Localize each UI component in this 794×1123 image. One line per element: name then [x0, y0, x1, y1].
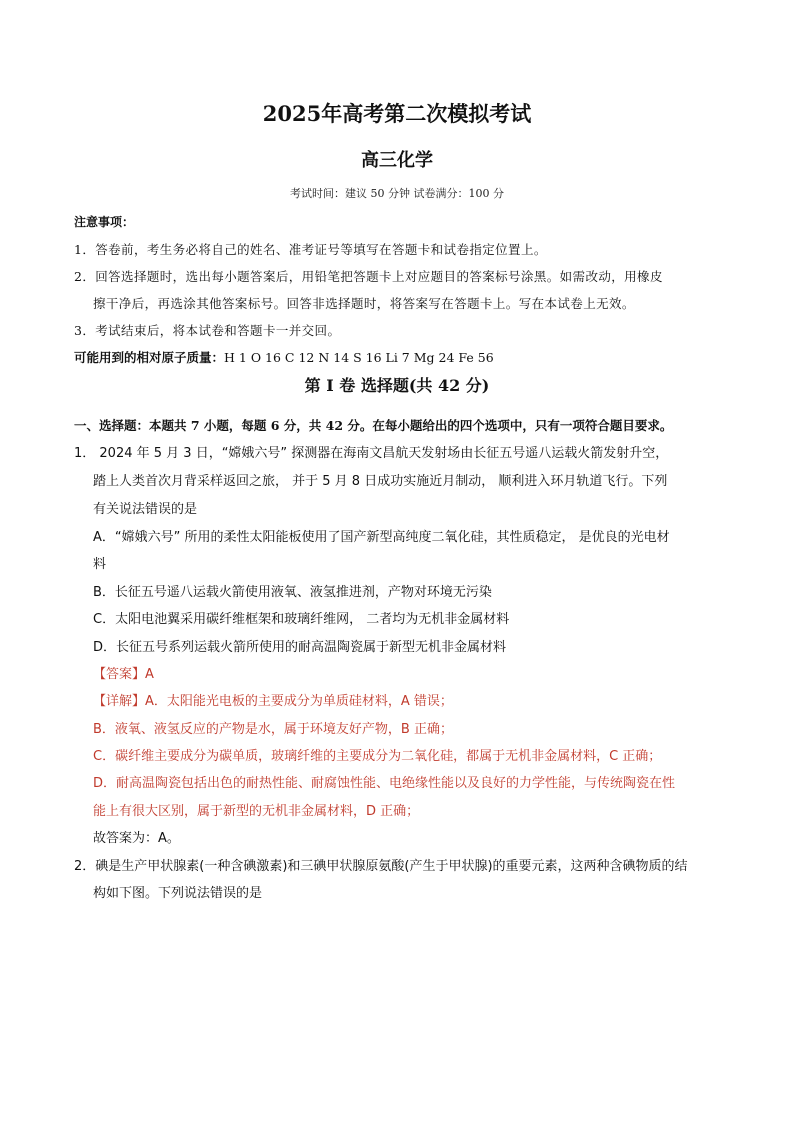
- exam-subtitle: 高三化学: [361, 150, 433, 171]
- question-2-line: 构如下图。下列说法错误的是: [93, 886, 263, 901]
- question-1-line: 踏上人类首次月背采样返回之旅， 并于 5 月 8 日成功实施近月制动， 顺利进入环月轨道飞行。下列: [93, 474, 668, 489]
- note-item: 1．答卷前，考生务必将自己的姓名、准考证号等填写在答题卡和试卷指定位置上。: [74, 242, 547, 257]
- section-instruction: 一、选择题：本题共 7 小题，每题 6 分，共 42 分。在每小题给出的四个选项中，只有一项符合题目要求。: [74, 418, 673, 433]
- note-item: 2．回答选择题时，选出每小题答案后，用铅笔把答题卡上对应题目的答案标号涂黑。如需改动，用橡皮: [74, 269, 663, 284]
- exam-info: 考试时间：建议 50 分钟 试卷满分：100 分: [290, 187, 504, 200]
- option-b: B．长征五号遥八运载火箭使用液氧、液氢推进剂，产物对环境无污染: [93, 585, 492, 600]
- note-item: 擦干净后，再选涂其他答案标号。回答非选择题时，将答案写在答题卡上。写在本试卷上无效。: [93, 296, 635, 311]
- detail-line-d: D．耐高温陶瓷包括出色的耐热性能、耐腐蚀性能、电绝缘性能以及良好的力学性能，与传统陶瓷在性: [93, 776, 676, 791]
- atomic-masses-label: 可能用到的相对原子质量：: [74, 350, 225, 365]
- option-a-cont: 料: [93, 557, 107, 572]
- detail-text: A．太阳能光电板的主要成分为单质硅材料，A 错误；: [145, 694, 453, 709]
- atomic-masses-values: H 1 O 16 C 12 N 14 S 16 Li 7 Mg 24 Fe 56: [224, 350, 494, 365]
- note-item: 3．考试结束后，将本试卷和答题卡一并交回。: [74, 323, 341, 338]
- section-title: 第 I 卷 选择题(共 42 分): [304, 376, 490, 395]
- notes-heading: 注意事项：: [74, 215, 135, 229]
- detail-line-b: B．液氧、液氢反应的产物是水，属于环境友好产物，B 正确；: [93, 722, 453, 737]
- detail-label: 【详解】: [93, 694, 146, 709]
- question-1-line: 有关说法错误的是: [93, 502, 198, 517]
- detail-line-d-cont: 能上有很大区别，属于新型的无机非金属材料，D 正确；: [93, 804, 420, 819]
- answer: 【答案】A: [93, 667, 154, 682]
- conclusion: 故答案为：A。: [93, 831, 180, 846]
- question-2-line: 2．碘是生产甲状腺素(一种含碘激素)和三碘甲状腺原氨酸(产生于甲状腺)的重要元素，这两种含碘物质的结: [74, 859, 688, 874]
- exam-title: 2025年高考第二次模拟考试: [262, 101, 532, 126]
- option-a: A．“嫦娥六号” 所用的柔性太阳能板使用了国产新型高纯度二氧化硅，其性质稳定， 是优良的光电材: [93, 530, 670, 545]
- question-1-line: 1． 2024 年 5 月 3 日，“嫦娥六号” 探测器在海南文昌航天发射场由长征五号遥八运载火箭发射升空，: [74, 446, 669, 461]
- detail-line-c: C．碳纤维主要成分为碳单质，玻璃纤维的主要成分为二氧化硅，都属于无机非金属材料，C 正确；: [93, 749, 662, 764]
- detail-line-a: [93, 690, 453, 709]
- option-c: C．太阳电池翼采用碳纤维框架和玻璃纤维网， 二者均为无机非金属材料: [93, 612, 510, 627]
- atomic-masses: [74, 348, 494, 366]
- option-d: D．长征五号系列运载火箭所使用的耐高温陶瓷属于新型无机非金属材料: [93, 640, 507, 655]
